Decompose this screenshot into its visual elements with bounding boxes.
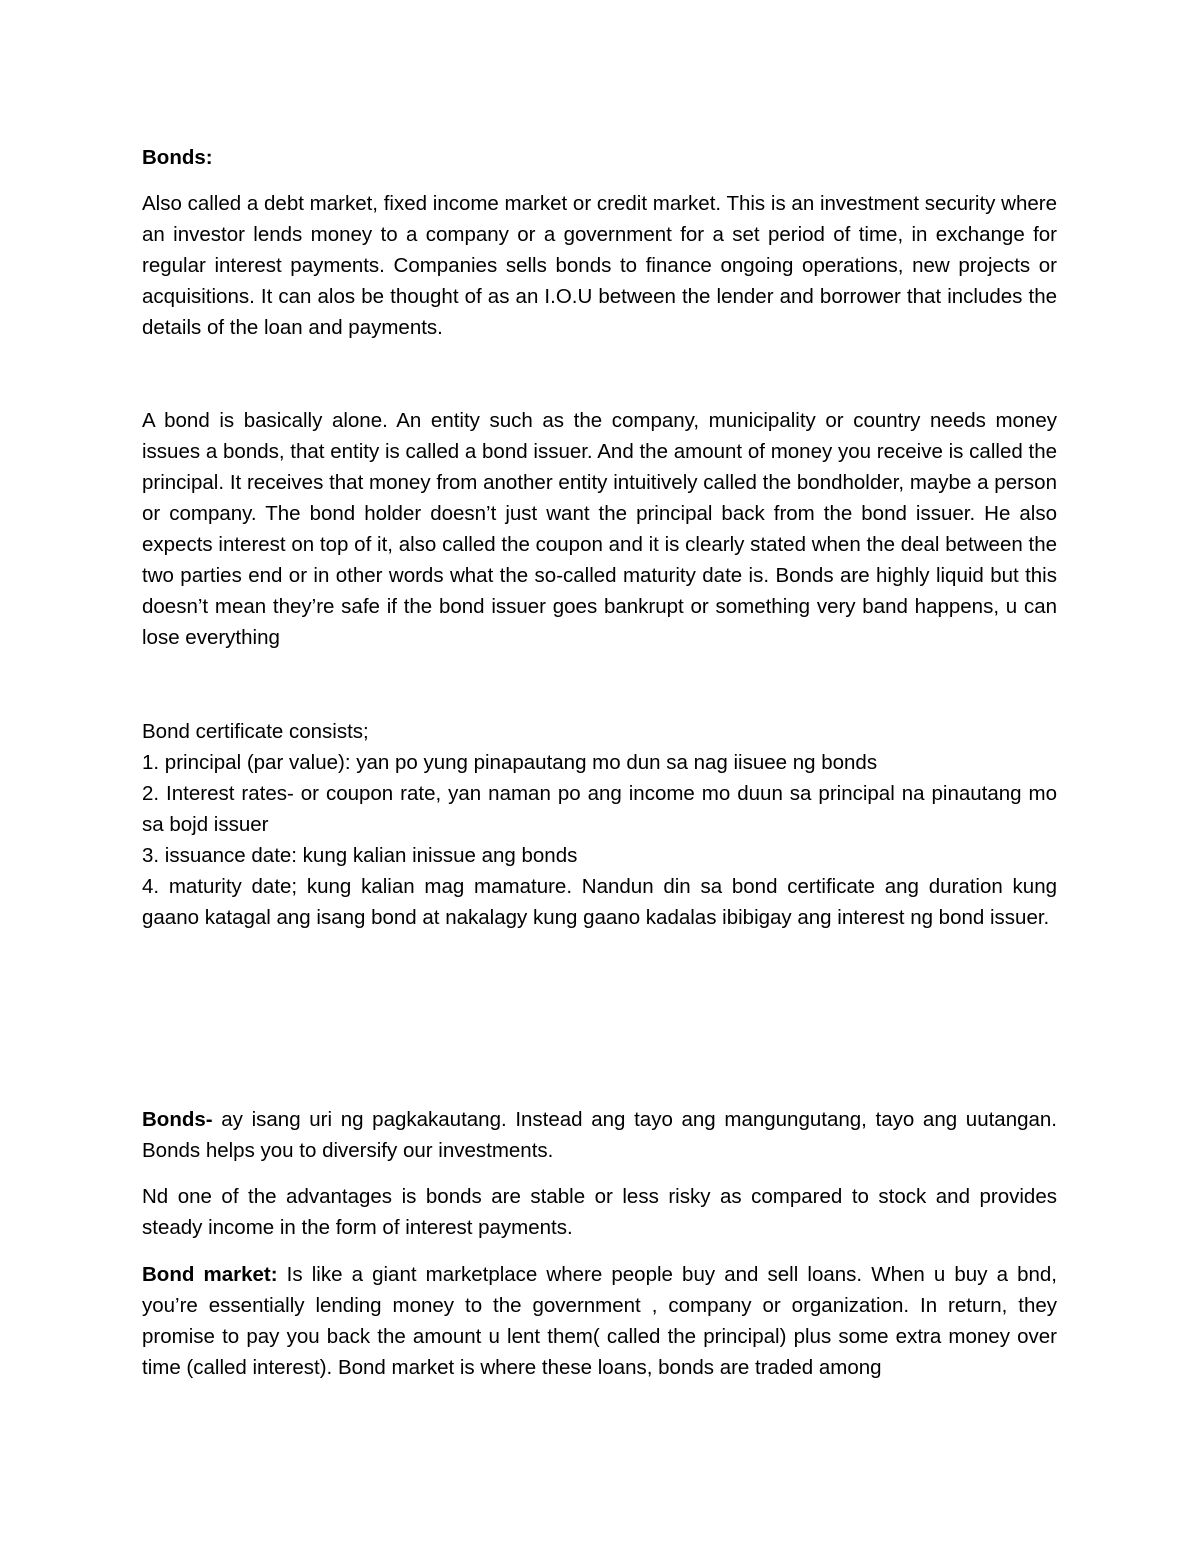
certificate-item: 3. issuance date: kung kalian inissue ang bonds (142, 844, 578, 867)
bond-certificate-section (142, 716, 1057, 933)
advantages-paragraph: Nd one of the advantages is bonds are stable or less risky as compared to stock and provides steady income in the form of interest payments. (142, 1185, 1057, 1239)
bond-market-term: Bond market: (142, 1263, 278, 1286)
certificate-item: 2. Interest rates- or coupon rate, yan naman po ang income mo duun sa principal na pinautang mo sa bojd issuer (142, 782, 1057, 836)
bond-explanation-paragraph: A bond is basically alone. An entity such as the company, municipality or country needs money issues a bonds, that entity is called a bond issuer. And the amount of money you receive is called the principal. It receives that money from another entity intuitively called the bondholder, maybe a person or company. The bond holder doesn’t just want the principal back from the bond issuer. He also expects interest on top of it, also called the coupon and it is clearly stated when the deal between the two parties end or in other words what the so-called maturity date is. Bonds are highly liquid but this doesn’t mean they’re safe if the bond issuer goes bankrupt or something very band happens, u can lose everything (142, 409, 1057, 649)
bond-market-text: Is like a giant marketplace where people buy and sell loans. When u buy a bnd, you’re essentially lending money to the government , company or organization. In return, they promise to pay you back the amount u lent them( called the principal) plus some extra money over time (called interest). Bond market is where these loans, bonds are traded among (142, 1263, 1057, 1379)
certificate-item: 1. principal (par value): yan po yung pinapautang mo dun sa nag iisuee ng bonds (142, 751, 878, 774)
page-heading: Bonds: (142, 146, 213, 169)
certificate-item: 4. maturity date; kung kalian mag mamature. Nandun din sa bond certificate ang duration kung gaano katagal ang isang bond at nakalagy kung gaano kadalas ibibigay ang interest ng bond issuer. (142, 875, 1057, 929)
bonds-term: Bonds- (142, 1108, 213, 1131)
certificate-title: Bond certificate consists; (142, 720, 369, 743)
bond-market-paragraph (142, 1259, 1057, 1383)
bonds-definition-text: ay isang uri ng pagkakautang. Instead ang tayo ang mangungutang, tayo ang uutangan. Bonds helps you to diversify our investments. (142, 1108, 1057, 1162)
bonds-definition-paragraph (142, 1104, 1057, 1166)
intro-paragraph: Also called a debt market, fixed income market or credit market. This is an investment security where an investor lends money to a company or a government for a set period of time, in exchange for regular interest payments. Companies sells bonds to finance ongoing operations, new projects or acquisitions. It can alos be thought of as an I.O.U between the lender and borrower that includes the details of the loan and payments. (142, 192, 1057, 339)
